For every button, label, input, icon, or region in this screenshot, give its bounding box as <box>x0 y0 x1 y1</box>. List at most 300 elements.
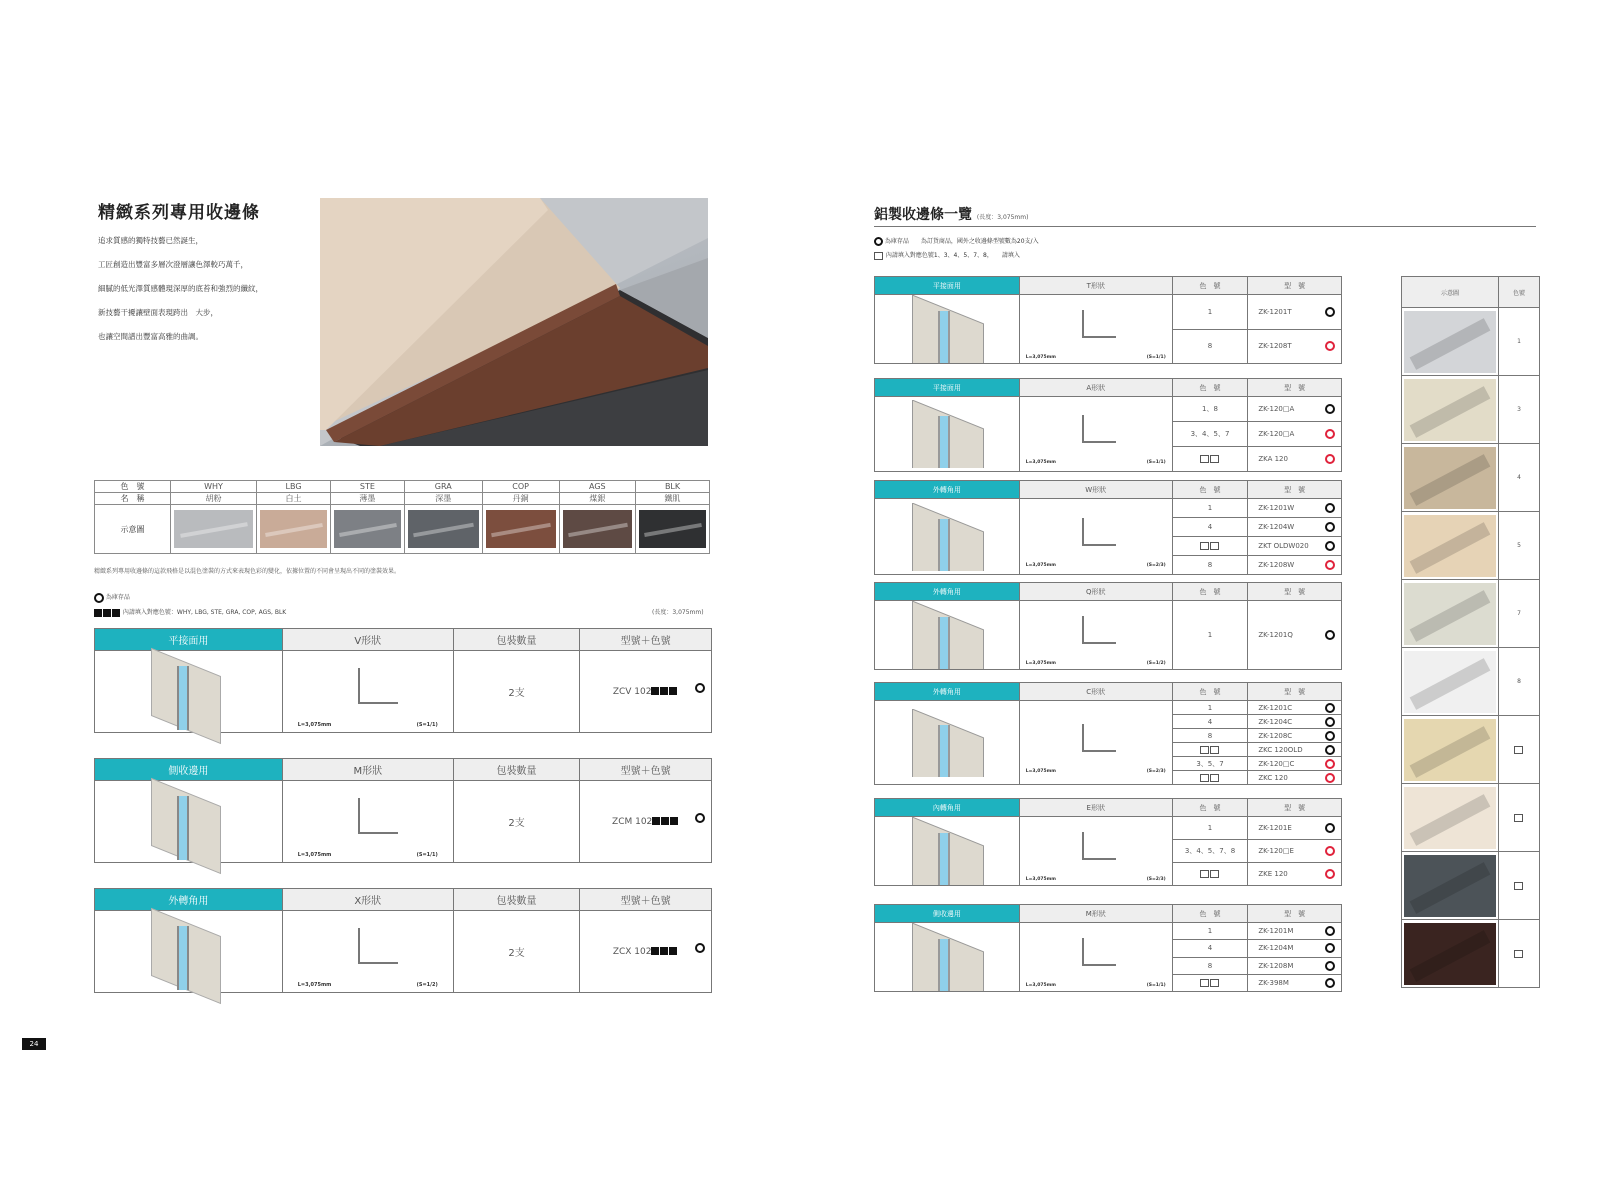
shape-header: W形狀 <box>1019 481 1172 499</box>
color-legend <box>94 607 286 617</box>
color-code: STE <box>330 481 404 493</box>
stock-circle-icon <box>1325 717 1335 727</box>
model-code: ZK-1204C <box>1258 717 1293 726</box>
color-name: 白土 <box>257 493 331 505</box>
color-cell <box>1172 397 1248 422</box>
profile-diagram <box>1026 712 1166 774</box>
scale-label: (S=1/2) <box>416 981 438 988</box>
side-color-value: 4 <box>1517 474 1521 481</box>
profile-diagram <box>1026 926 1166 988</box>
swatch-strip <box>408 510 479 548</box>
swatch-strip <box>260 510 327 548</box>
color-value: 1 <box>1207 631 1213 639</box>
length-label: L=3,075mm <box>1025 355 1056 360</box>
color-name: 煤銀 <box>559 493 636 505</box>
model-header: 型 號 <box>1248 277 1342 295</box>
profile-diagram-cell <box>1019 923 1172 992</box>
stock-circle-icon <box>1325 404 1335 414</box>
length-label: L=3,075mm <box>1025 661 1056 666</box>
color-value: 1、8 <box>1202 405 1218 413</box>
model-cell <box>1248 743 1342 757</box>
scale-label: (S=1/1) <box>1146 355 1166 360</box>
side-image-cell <box>1402 580 1499 648</box>
color-cell <box>1172 940 1248 957</box>
swatch-cell <box>171 505 257 554</box>
right-page-title <box>874 204 1028 224</box>
swatch-note: 精緻系列專用收邊條的這款飛格是以混色塗裝的方式來表現色彩的變化，依據位置的不同會呈現出不同的塗裝效果。 <box>94 568 401 575</box>
intro-line: 新技藝干擾讓壁面表現跨出 大步， <box>98 308 218 317</box>
model-code: ZKC 120 <box>1258 773 1288 782</box>
swatch-strip <box>174 510 253 548</box>
stock-circle-icon <box>94 593 104 603</box>
model-code: ZK-1201M <box>1258 927 1294 936</box>
model-cell <box>1248 840 1342 863</box>
model-cell <box>1248 329 1342 364</box>
side-row <box>1402 920 1540 988</box>
qty-value: 2支 <box>453 911 580 993</box>
color-value: 8 <box>1207 561 1213 569</box>
scale-label: (S=1/1) <box>416 851 438 858</box>
order-circle-icon <box>1325 429 1335 439</box>
side-color-cell <box>1499 920 1540 988</box>
profile-diagram-cell <box>1019 601 1172 670</box>
model-header: 型 號 <box>1248 799 1342 817</box>
model-code: ZK-398M <box>1258 978 1289 987</box>
order-circle-icon <box>1325 759 1335 769</box>
title-rule <box>874 226 1536 227</box>
product-image-cell <box>875 601 1020 670</box>
model-code: ZK-120□C <box>1258 759 1295 768</box>
model-header: 型 號 <box>1248 583 1342 601</box>
color-value: 1 <box>1207 703 1213 712</box>
color-cell <box>1172 601 1248 670</box>
product-image-cell <box>875 397 1020 472</box>
usage-header: 外轉角用 <box>875 583 1020 601</box>
product-image-cell <box>875 295 1020 364</box>
right-legend-2 <box>874 250 1020 260</box>
usage-header: 外轉角用 <box>95 889 283 911</box>
model-header: 型 號 <box>1248 683 1342 701</box>
color-name: 鐵肌 <box>636 493 710 505</box>
model-header: 型號＋色號 <box>580 629 712 651</box>
page-number: 24 <box>22 1038 46 1050</box>
model-cell <box>1248 422 1342 447</box>
side-color-label: 色號 <box>1499 277 1540 308</box>
order-circle-icon <box>1325 773 1335 783</box>
profile-diagram <box>1026 820 1166 882</box>
swatch-cell <box>404 505 482 554</box>
stock-legend-text: 為庫存品 <box>105 594 130 601</box>
swatch-strip <box>639 510 706 548</box>
side-table-body <box>1402 308 1540 988</box>
empty-square-icon <box>1200 455 1209 463</box>
model-cell <box>1248 295 1342 330</box>
side-color-value: 8 <box>1517 678 1521 685</box>
model-code: ZK-1201Q <box>1258 631 1293 639</box>
empty-square-icon <box>1514 950 1523 958</box>
empty-square-icon <box>1210 774 1219 782</box>
scale-label: (S=2/3) <box>1146 877 1166 882</box>
empty-square-icon <box>1210 979 1219 987</box>
color-square-icon <box>652 817 660 825</box>
color-legend-text: 內請填入對應色號：WHY, LBG, STE, GRA, COP, AGS, BLK <box>122 609 287 616</box>
aluminum-trim-table <box>874 276 1342 364</box>
side-color-value: 3 <box>1517 406 1521 413</box>
left-product-table <box>94 758 712 863</box>
trim-sample <box>1404 855 1496 917</box>
scale-label: (S=1/2) <box>1146 661 1166 666</box>
qty-header: 包裝數量 <box>453 889 580 911</box>
scale-label: (S=2/3) <box>1146 562 1166 568</box>
qty-value: 2支 <box>453 651 580 733</box>
trim-sample <box>1404 515 1496 577</box>
model-cell <box>1248 701 1342 715</box>
color-value: 3、4、5、7 <box>1190 430 1230 438</box>
model-cell <box>1248 499 1342 518</box>
side-color-cell <box>1499 376 1540 444</box>
stock-circle-icon <box>1325 961 1335 971</box>
model-code: ZK-1208T <box>1258 342 1292 351</box>
empty-square-icon <box>1210 455 1219 463</box>
model-cell <box>1248 923 1342 940</box>
empty-square-icon <box>1210 870 1219 878</box>
hero-product-photo <box>320 198 708 446</box>
side-row <box>1402 648 1540 716</box>
color-name-label: 名 稱 <box>95 493 171 505</box>
color-square-icon <box>94 609 102 617</box>
empty-square-icon <box>1200 979 1209 987</box>
side-color-cell <box>1499 308 1540 376</box>
length-note: (長度：3,075mm) <box>652 609 704 616</box>
side-row <box>1402 376 1540 444</box>
swatch-cell <box>330 505 404 554</box>
product-image-cell <box>95 911 283 993</box>
shape-header: M形狀 <box>1019 905 1172 923</box>
stock-circle-icon <box>1325 926 1335 936</box>
model-code: ZCX 102 <box>612 947 652 957</box>
shape-header: V形狀 <box>282 629 453 651</box>
left-product-table <box>94 628 712 733</box>
side-color-cell <box>1499 716 1540 784</box>
profile-diagram-cell <box>282 651 453 733</box>
side-color-cell <box>1499 852 1540 920</box>
model-code: ZK-120□E <box>1258 847 1294 855</box>
product-image <box>892 709 1002 777</box>
model-cell <box>1248 757 1342 771</box>
product-image <box>892 923 1002 991</box>
color-value: 3、5、7 <box>1196 759 1224 768</box>
intro-line: 追求質感的獨特技藝已然誕生， <box>98 236 203 245</box>
product-image <box>892 295 1002 363</box>
usage-header: 平接面用 <box>875 277 1020 295</box>
side-row <box>1402 716 1540 784</box>
color-square-icon <box>669 687 677 695</box>
color-name: 薄墨 <box>330 493 404 505</box>
profile-diagram <box>298 784 438 860</box>
usage-header: 側收邊用 <box>875 905 1020 923</box>
right-legend-1 <box>874 236 1039 246</box>
shape-header: M形狀 <box>282 759 453 781</box>
empty-square-icon <box>1514 746 1523 754</box>
model-cell <box>1248 397 1342 422</box>
model-cell <box>1248 974 1342 991</box>
usage-header: 外轉角用 <box>875 683 1020 701</box>
model-header: 型 號 <box>1248 379 1342 397</box>
usage-header: 外轉角用 <box>875 481 1020 499</box>
trim-sample <box>1404 379 1496 441</box>
model-cell <box>1248 537 1342 556</box>
side-image-cell <box>1402 308 1499 376</box>
trim-sample <box>1404 787 1496 849</box>
color-swatch-table <box>94 480 710 554</box>
side-color-value: 1 <box>1517 338 1521 345</box>
shape-header: Q形狀 <box>1019 583 1172 601</box>
color-name: 胡粉 <box>171 493 257 505</box>
stock-circle-icon <box>1325 731 1335 741</box>
stock-circle-icon <box>1325 541 1335 551</box>
right-title-text: 鋁製收邊條一覽 <box>874 207 972 223</box>
side-image-cell <box>1402 716 1499 784</box>
empty-square-icon <box>1210 542 1219 550</box>
swatch-cell <box>559 505 636 554</box>
order-circle-icon <box>1325 846 1335 856</box>
sample-label: 示意圖 <box>95 505 171 554</box>
side-color-cell <box>1499 444 1540 512</box>
model-cell <box>1248 817 1342 840</box>
empty-square-icon <box>1514 814 1523 822</box>
scale-label: (S=1/1) <box>1146 460 1166 465</box>
model-cell <box>1248 715 1342 729</box>
color-value: 1 <box>1207 824 1213 832</box>
model-code: ZK-120□A <box>1258 405 1295 413</box>
color-cell <box>1172 518 1248 537</box>
profile-diagram <box>1026 604 1166 666</box>
side-image-label: 示意圖 <box>1402 277 1499 308</box>
right-length-note: (長度：3,075mm) <box>976 214 1029 221</box>
side-image-cell <box>1402 648 1499 716</box>
color-sample-table <box>1401 276 1540 988</box>
product-image <box>892 400 1002 468</box>
model-header: 型 號 <box>1248 905 1342 923</box>
trim-sample <box>1404 311 1496 373</box>
side-color-cell <box>1499 512 1540 580</box>
aluminum-trim-table <box>874 582 1342 670</box>
side-image-cell <box>1402 444 1499 512</box>
color-value: 4 <box>1207 717 1213 726</box>
aluminum-trim-table <box>874 378 1342 472</box>
stock-circle-icon <box>874 237 883 246</box>
color-cell <box>1172 499 1248 518</box>
model-code: ZK-1201W <box>1258 504 1295 512</box>
trim-sample <box>1404 447 1496 509</box>
model-cell <box>1248 863 1342 886</box>
order-circle-icon <box>1325 341 1335 351</box>
product-image <box>123 784 253 860</box>
product-image-cell <box>875 817 1020 886</box>
trim-sample <box>1404 651 1496 713</box>
side-row <box>1402 512 1540 580</box>
hero-photo-illustration <box>320 198 708 446</box>
stock-circle-icon <box>1325 522 1335 532</box>
color-square-icon <box>660 687 668 695</box>
stock-circle-icon <box>695 683 705 693</box>
color-square-icon <box>660 947 668 955</box>
side-color-cell <box>1499 580 1540 648</box>
order-circle-icon <box>1325 454 1335 464</box>
product-image <box>892 817 1002 885</box>
side-color-value: 7 <box>1517 610 1521 617</box>
color-cell <box>1172 556 1248 575</box>
left-page-title: 精緻系列專用收邊條 <box>98 203 260 223</box>
color-cell <box>1172 729 1248 743</box>
model-cell <box>580 911 712 993</box>
aluminum-trim-table <box>874 480 1342 575</box>
product-image <box>123 654 253 730</box>
swatch-strip <box>563 510 633 548</box>
color-header: 色 號 <box>1172 481 1248 499</box>
side-row <box>1402 852 1540 920</box>
model-code: ZK-1204M <box>1258 944 1294 953</box>
intro-line: 也讓空間譜出豐富高雅的曲調。 <box>98 332 203 341</box>
model-cell <box>1248 556 1342 575</box>
stock-circle-icon <box>1325 978 1335 988</box>
model-header: 型號＋色號 <box>580 889 712 911</box>
color-value: 3、4、5、7、8 <box>1184 847 1236 855</box>
color-header: 色 號 <box>1172 905 1248 923</box>
color-code: GRA <box>404 481 482 493</box>
swatch-strip <box>334 510 401 548</box>
right-legend-2-text: 內請填入對應色號1、3、4、5、7、8， 請填入 <box>885 252 1020 259</box>
side-image-cell <box>1402 512 1499 580</box>
color-value: 1 <box>1207 927 1213 936</box>
color-code: BLK <box>636 481 710 493</box>
color-cell <box>1172 295 1248 330</box>
color-square-icon <box>661 817 669 825</box>
stock-circle-icon <box>695 813 705 823</box>
color-code: AGS <box>559 481 636 493</box>
color-cell <box>1172 537 1248 556</box>
stock-circle-icon <box>1325 703 1335 713</box>
model-code: ZCM 102 <box>612 817 653 827</box>
profile-diagram <box>1026 298 1166 360</box>
usage-header: 側收邊用 <box>95 759 283 781</box>
side-row <box>1402 580 1540 648</box>
length-label: L=3,075mm <box>1025 983 1056 988</box>
color-header: 色 號 <box>1172 799 1248 817</box>
side-color-cell <box>1499 648 1540 716</box>
empty-square-icon <box>1200 774 1209 782</box>
scale-label: (S=1/1) <box>416 721 438 728</box>
empty-square-icon <box>1210 746 1219 754</box>
color-header: 色 號 <box>1172 683 1248 701</box>
color-value: 4 <box>1207 523 1213 531</box>
stock-circle-icon <box>1325 307 1335 317</box>
empty-square-icon <box>1200 870 1209 878</box>
color-cell <box>1172 974 1248 991</box>
profile-diagram <box>1026 403 1166 465</box>
qty-header: 包裝數量 <box>453 629 580 651</box>
model-code: ZK-1208W <box>1258 561 1295 569</box>
side-row <box>1402 444 1540 512</box>
model-cell <box>580 651 712 733</box>
color-value: 8 <box>1207 342 1213 351</box>
model-cell <box>1248 447 1342 472</box>
model-code: ZK-1201C <box>1258 703 1293 712</box>
scale-label: (S=2/3) <box>1146 768 1166 774</box>
trim-sample <box>1404 923 1496 985</box>
usage-header: 內轉角用 <box>875 799 1020 817</box>
empty-square-icon <box>1200 542 1209 550</box>
model-code: ZKC 120OLD <box>1258 745 1303 754</box>
side-row <box>1402 308 1540 376</box>
color-name: 丹銅 <box>482 493 559 505</box>
model-header: 型 號 <box>1248 481 1342 499</box>
right-legend-1-text: 為庫存品 為訂貨商品，國外之收邊條型號數為20支/入 <box>884 238 1039 245</box>
color-cell <box>1172 447 1248 472</box>
stock-circle-icon <box>1325 745 1335 755</box>
model-cell <box>1248 729 1342 743</box>
color-value: 8 <box>1207 961 1213 970</box>
length-label: L=3,075mm <box>1025 460 1056 465</box>
color-header: 色 號 <box>1172 277 1248 295</box>
model-cell <box>1248 771 1342 785</box>
profile-diagram <box>298 654 438 730</box>
profile-diagram-cell <box>1019 499 1172 575</box>
shape-header: X形狀 <box>282 889 453 911</box>
product-image-cell <box>875 499 1020 575</box>
trim-sample <box>1404 719 1496 781</box>
stock-circle-icon <box>1325 503 1335 513</box>
product-image <box>892 503 1002 571</box>
color-header: 色 號 <box>1172 583 1248 601</box>
qty-header: 包裝數量 <box>453 759 580 781</box>
color-square-icon <box>669 947 677 955</box>
length-label: L=3,075mm <box>297 721 332 728</box>
color-cell <box>1172 817 1248 840</box>
side-row <box>1402 784 1540 852</box>
model-code: ZK-1201T <box>1258 307 1292 316</box>
intro-text <box>98 236 298 356</box>
model-code: ZKE 120 <box>1258 870 1288 878</box>
length-label: L=3,075mm <box>1025 562 1056 568</box>
color-code: LBG <box>257 481 331 493</box>
model-code: ZKA 120 <box>1258 455 1288 463</box>
shape-header: T形狀 <box>1019 277 1172 295</box>
empty-square-icon <box>1514 882 1523 890</box>
side-image-cell <box>1402 376 1499 444</box>
color-cell <box>1172 957 1248 974</box>
profile-diagram-cell <box>282 781 453 863</box>
length-label: L=3,075mm <box>297 981 332 988</box>
color-value: 8 <box>1207 731 1213 740</box>
aluminum-trim-table <box>874 904 1342 992</box>
color-square-icon <box>103 609 111 617</box>
profile-diagram <box>298 914 438 990</box>
model-code: ZKT OLDW020 <box>1258 542 1309 550</box>
product-image-cell <box>875 923 1020 992</box>
side-image-cell <box>1402 852 1499 920</box>
color-square-icon <box>651 687 659 695</box>
left-product-table <box>94 888 712 993</box>
swatch-strip <box>486 510 556 548</box>
color-square-icon <box>651 947 659 955</box>
stock-legend <box>94 592 130 603</box>
color-cell <box>1172 757 1248 771</box>
qty-value: 2支 <box>453 781 580 863</box>
color-value: 1 <box>1207 307 1213 316</box>
usage-header: 平接面用 <box>95 629 283 651</box>
color-header: 色 號 <box>1172 379 1248 397</box>
